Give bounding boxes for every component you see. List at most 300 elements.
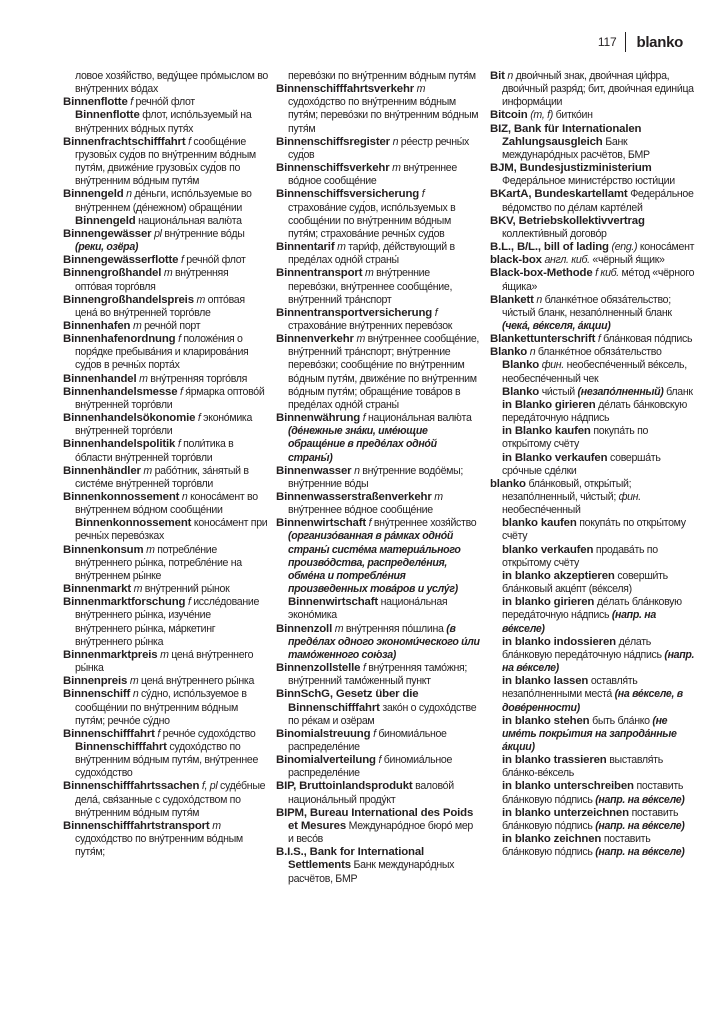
headword: Binnengewässer (63, 227, 152, 240)
translation: положе́ния о поря́дке пребыва́ния и кларирова́ния суд́ов в речны́х порта́х (75, 333, 249, 372)
headword: Binnenschifffahrtsverkehr (276, 83, 415, 96)
translation: Банк междунаро́дных расчётов, БМР (288, 859, 455, 885)
translation: цена́ вну́треннего ры́нка (75, 648, 254, 675)
grammar-label: m (364, 267, 374, 280)
headword: Binnenschifffahrtstransport (63, 819, 210, 832)
grammar-label: m (160, 648, 169, 661)
translation: бланке́тное обяза́тельство; чи́стый бланк, незапо́лненный бланк (502, 293, 672, 319)
translation: поставить бла́нковую по́дпись (502, 806, 679, 832)
translation: де́ньги, испо́льзуемые во вну́треннем (де́нежном) обраще́нии (75, 188, 252, 214)
grammar-label: pl (154, 227, 162, 240)
subentry (490, 636, 695, 675)
headword: Blanko (502, 359, 540, 372)
translation: вну́тренний ры́нок (144, 583, 230, 596)
headword: Binnenmarktpreis (63, 648, 158, 661)
dictionary-entry (276, 517, 481, 596)
headword: BKV, Betriebskollektivvertrag (490, 214, 645, 227)
headword: Binnenhafenordnung (63, 333, 176, 346)
translation: чи́стый (541, 385, 575, 398)
translation: коллекти́вный догово́р (502, 227, 607, 240)
dictionary-entry (490, 215, 695, 241)
translation: коноса́мент при речны́х перево́зках (75, 517, 268, 543)
grammar-label: n (529, 346, 536, 359)
grammar-label: f (180, 385, 183, 398)
subentry (63, 741, 268, 780)
headword: Binnengewässerflotte (63, 254, 179, 267)
headword: Blanko (490, 346, 528, 359)
definition-text: перево́зки по вну́тренним во́дным путя́м (288, 70, 476, 82)
dictionary-entry (276, 662, 481, 688)
subentry (490, 596, 695, 635)
page-number: 117 (597, 35, 617, 49)
grammar-label: (eng.) (611, 241, 638, 254)
subentry (490, 452, 695, 478)
grammar-label: m (196, 293, 206, 306)
translation: соверши́ть бла́нковый акце́пт (ве́кселя) (502, 569, 668, 596)
headword: Binomialstreuung (276, 727, 371, 740)
grammar-label: f (178, 333, 181, 346)
usage-note: (напр. на ве́кселе) (595, 793, 685, 806)
grammar-label: m (416, 83, 426, 96)
translation: рабо́тник, за́нятый в систе́ме вну́тренней торго́вли (75, 464, 249, 490)
column-3 (490, 70, 695, 859)
headword: BKartA, Bundeskartellamt (490, 188, 628, 201)
headword: Binnengroßhandelspreis (63, 293, 194, 306)
grammar-label: m (139, 372, 148, 385)
grammar-label: n (507, 70, 513, 82)
headword: Binnenkonnossement (75, 517, 192, 530)
headword: Binnengeld (75, 214, 136, 227)
grammar-label: m (163, 267, 173, 280)
headword: Binnenzoll (276, 622, 333, 635)
dictionary-entry (276, 465, 481, 491)
dictionary-entry (63, 675, 268, 688)
dictionary-entry (63, 438, 268, 464)
grammar-label: n (181, 491, 188, 503)
headword: in blanko unterzeichnen (502, 806, 629, 819)
dictionary-entry (63, 412, 268, 438)
grammar-label: m (392, 162, 401, 175)
headword: Binnentransportversicherung (276, 306, 433, 319)
dictionary-entry (490, 294, 695, 333)
usage-note: (организо́ванная в ра́мках одно́й страны́ систе́ма материа́льного произво́дства, распределе́ния, обме́на и потребле́ния произведенных това́ров и услу́г) (288, 530, 461, 596)
headword: in Blanko verkaufen (502, 451, 608, 464)
grammar-label: m (356, 333, 365, 346)
dictionary-entry (276, 333, 481, 412)
grammar-label: f (373, 727, 376, 740)
headword: black-box (490, 254, 542, 267)
translation: выставля́ть бла́нко-ве́ксель (502, 754, 663, 780)
headword: in Blanko girieren (502, 398, 596, 411)
headword: Binnenwirtschaft (288, 596, 378, 609)
dictionary-entry (63, 254, 268, 267)
headword: Blanko (502, 385, 540, 398)
dictionary-entry (63, 373, 268, 386)
headword: Binnenverkehr (276, 333, 354, 346)
grammar-label: f (181, 254, 184, 267)
grammar-label: n (126, 188, 132, 201)
grammar-label: m (133, 583, 143, 596)
usage-note: (напр. на ве́кселе) (502, 609, 656, 635)
dictionary-entry (490, 109, 695, 122)
subentry (490, 675, 695, 714)
dictionary-entry (490, 123, 695, 162)
headword: Binnenkonsum (63, 543, 144, 556)
headword: Binnenflotte (75, 109, 140, 122)
dictionary-entry (490, 162, 695, 188)
dictionary-entry (490, 70, 695, 109)
headword: Blankett (490, 293, 534, 306)
dictionary-entry (276, 754, 481, 780)
grammar-label: n (354, 464, 360, 477)
dictionary-entry (276, 807, 481, 846)
translation: битко́ин (555, 109, 593, 122)
grammar-label: m (129, 675, 139, 688)
translation: страхова́ние суд́ов, испо́льзуемых в сообще́нии по вну́тренним во́дным путя́м; страхова́ние речны́х суд́ов (288, 201, 456, 240)
translation: покупа́ть по откры́тому счёту (502, 517, 686, 543)
headword: Binnentransport (276, 267, 363, 280)
dictionary-entry (276, 728, 481, 754)
dictionary-entry (276, 83, 481, 136)
subentry (63, 109, 268, 135)
dictionary-entry (63, 780, 268, 819)
dictionary-entry (63, 728, 268, 741)
headword: Binnenschiffsversicherung (276, 188, 420, 201)
headword: blanko verkaufen (502, 543, 594, 556)
dictionary-entry (490, 346, 695, 359)
headword: Bitcoin (490, 109, 528, 122)
translation: Междунаро́дное бюро́ мер и весо́в (288, 819, 473, 846)
dictionary-entry (63, 96, 268, 109)
headword: Binnenschifffahrt (63, 727, 155, 740)
subentry (490, 517, 695, 543)
subentry (490, 386, 695, 399)
headword: Binnenschifffahrtssachen (63, 780, 200, 793)
translation: речно́й флот (186, 254, 246, 267)
headword: Bit (490, 70, 505, 82)
translation: страхова́ние вну́тренних перево́зок (288, 319, 453, 332)
dictionary-entry (276, 188, 481, 241)
usage-note: (напр. на ве́кселе) (502, 648, 695, 675)
translation: необеспе́ченный (502, 504, 581, 517)
headword: Binnenfrachtschifffahrt (63, 135, 186, 148)
headword: Binnenhandelsökonomie (63, 412, 196, 425)
translation: ре́естр речны́х суд́ов (288, 135, 469, 161)
headword: Binnenmarkt (63, 583, 131, 596)
column-1 (63, 70, 268, 859)
dictionary-entry (63, 228, 268, 254)
subentry (490, 807, 695, 833)
headword: in blanko akzeptieren (502, 569, 615, 582)
translation: коноса́мент во вну́треннем во́дном сообще́нии (75, 491, 258, 517)
usage-note: (реки, озёра) (75, 241, 139, 254)
page-header (598, 31, 683, 53)
translation: де́лать ба́нковскую переда́точную на́дпись (502, 398, 687, 425)
translation: судохо́дство по вну́тренним во́дным путя́м, вну́треннее судохо́дство (75, 740, 259, 780)
dictionary-entry (276, 846, 481, 885)
translation: быть бла́нко (592, 714, 650, 727)
dictionary-entry (276, 412, 481, 465)
translation: вну́тренние водо́ёмы; вну́тренние во́ды (288, 464, 464, 490)
grammar-label: фин. (618, 491, 641, 503)
dictionary-entry (63, 267, 268, 293)
translation: необеспе́ченный ве́ксель, необеспе́ченный чек (502, 359, 687, 385)
headword: in blanko unterschreiben (502, 780, 634, 793)
translation: речно́й флот (135, 96, 195, 109)
subentry (490, 544, 695, 570)
translation: флот, испо́льзуемый на вну́тренних во́дных путя́х (75, 109, 252, 135)
headword: B.I.S., Bank for International Settlements (276, 846, 425, 872)
dictionary-entry (276, 491, 481, 517)
headword: Binnenhandelspolitik (63, 438, 176, 451)
grammar-label: f (197, 412, 201, 425)
dictionary-entry (276, 780, 481, 806)
grammar-label: f (421, 188, 425, 201)
translation: тари́ф, де́йствующий в преде́лах одно́й страны́ (288, 241, 455, 267)
headword: Binnengeld (63, 188, 124, 201)
grammar-label: f, pl (201, 780, 218, 793)
dictionary-entry (63, 491, 268, 517)
grammar-label: фин. (541, 359, 564, 372)
entry-continuation (276, 70, 481, 83)
dictionary-entry (276, 267, 481, 306)
subentry (276, 596, 481, 622)
grammar-label: f (187, 596, 191, 609)
headword: BIP, Bruttoinlandsprodukt (276, 780, 413, 793)
grammar-label: f (434, 306, 438, 319)
headword: Black-box-Methode (490, 267, 593, 280)
grammar-label: n (132, 688, 139, 701)
grammar-label: m (434, 491, 443, 503)
headword: BinnSchG, Gesetz über die Binnenschifffahrt (276, 688, 419, 714)
headword: Binomialverteilung (276, 754, 376, 767)
translation: ме́тод «чёрного я́щика» (502, 267, 695, 293)
translation: речно́е судохо́дство (162, 727, 256, 740)
headword: in blanko stehen (502, 714, 590, 727)
usage-note: (напр. на ве́кселе) (595, 846, 685, 859)
translation: поставить бла́нковую по́дпись (502, 833, 651, 859)
grammar-label: n (536, 293, 542, 306)
translation: поставить бла́нковую по́дпись (502, 780, 684, 806)
translation: Банк междунаро́дных расчётов, БМР (502, 135, 650, 161)
dictionary-entry (276, 623, 481, 662)
translation: оставля́ть незапо́лненными места́ (502, 675, 638, 701)
translation: соверша́ть сро́чные сде́лки (502, 451, 661, 477)
translation: зако́н о судохо́дстве по ре́кам и озёрам (288, 701, 477, 727)
dictionary-entry (63, 188, 268, 214)
translation: биномиа́льное распределе́ние (288, 727, 447, 753)
translation: бланк (666, 385, 693, 398)
headword: Binnenhändler (63, 464, 141, 477)
grammar-label: m (212, 819, 221, 832)
dictionary-entry (63, 386, 268, 412)
usage-note: (на ве́кселе, в дове́ренности) (502, 688, 683, 714)
grammar-label: f (362, 412, 366, 425)
translation: национа́льная эконо́мика (288, 596, 448, 622)
headword: in blanko lassen (502, 675, 589, 688)
dictionary-entry (490, 267, 695, 293)
subentry (63, 215, 268, 228)
translation: «чёрный я́щик» (592, 254, 665, 267)
header-divider (625, 32, 626, 52)
dictionary-entry (276, 307, 481, 333)
translation: вну́тренняя тамо́жня; вну́тренний тамо́женный пункт (288, 662, 468, 688)
dictionary-entry (63, 320, 268, 333)
subentry (490, 399, 695, 425)
headword: in blanko trassieren (502, 754, 607, 767)
usage-note: (не име́ть покры́тия на запрода́нные а́кции) (502, 714, 677, 753)
subentry (490, 780, 695, 806)
translation: коноса́мент (639, 241, 695, 254)
translation: вну́тренние перево́зки, вну́треннее сообще́ние, вну́тренний тра́нспорт (288, 267, 453, 306)
translation: де́лать бла́нковую переда́точную на́дпись (502, 596, 682, 622)
headword: Binnenwasser (276, 464, 352, 477)
translation: цена́ вну́треннего ры́нка (140, 675, 255, 688)
subentry (490, 715, 695, 754)
headword: in blanko zeichnen (502, 833, 602, 846)
translation: сообще́ние грузовы́х суд́ов по вну́тренним во́дным путя́м, движе́ние грузовы́х суд́ов по вну́тренним во́дным путя́м (75, 135, 256, 188)
translation: вну́тренняя по́шлина (345, 622, 444, 635)
translation: покупа́ть по откры́тому счёту (502, 425, 649, 451)
translation: вну́треннее во́дное сообще́ние (288, 504, 433, 517)
grammar-label: f киб. (595, 267, 619, 280)
grammar-label: f (157, 727, 160, 740)
column-2 (276, 70, 481, 886)
grammar-label: f (597, 333, 601, 346)
headword: B.L., B/L., bill of lading (490, 241, 609, 254)
translation: национа́льная валю́та (367, 412, 472, 425)
entry-continuation (63, 70, 268, 96)
headword: Binnenschiffsverkehr (276, 162, 390, 175)
grammar-label: f (188, 135, 191, 148)
headword: Binnenwirtschaft (276, 517, 366, 530)
translation: бла́нковый, откры́тый; незапо́лненный, чи́стый; (502, 477, 632, 503)
headword: in blanko indossieren (502, 635, 616, 648)
subentry (63, 517, 268, 543)
subentry (490, 833, 695, 859)
dictionary-entry (63, 688, 268, 727)
usage-note: (в преде́лах одного экономи́ческого и́ли тамо́женного сою́за) (288, 622, 480, 661)
headword: Binnenhandelsmesse (63, 385, 178, 398)
grammar-label: англ. киб. (544, 254, 590, 267)
definition-text: ловое хозя́йство, веду́щее про́мыслом во вну́тренних во́дах (75, 70, 268, 96)
usage-note: (незапо́лненный) (577, 385, 664, 398)
headword: Binnenflotte (63, 96, 128, 109)
headword: Binnenmarktforschung (63, 596, 186, 609)
dictionary-entry (63, 136, 268, 189)
dictionary-entry (63, 583, 268, 596)
dictionary-entry (63, 465, 268, 491)
dictionary-entry (63, 544, 268, 583)
translation: национа́льная валю́та (138, 214, 242, 227)
translation: бланке́тное обяза́тельство (537, 346, 662, 359)
headword: in Blanko kaufen (502, 425, 591, 438)
headword: BJM, Bundesjustizministerium (490, 162, 652, 175)
subentry (490, 425, 695, 451)
dictionary-entry (63, 294, 268, 320)
dictionary-entry (490, 333, 695, 346)
headword: Binnenhandel (63, 372, 137, 385)
grammar-label: f (378, 754, 382, 767)
grammar-label: n (392, 135, 399, 148)
headword: Binnenkonnossement (63, 491, 180, 503)
translation: опто́вая цена́ во вну́тренней торго́вле (75, 293, 245, 319)
dictionary-entry (490, 478, 695, 517)
dictionary-entry (276, 162, 481, 188)
dictionary-entry (490, 241, 695, 254)
translation: вну́треннее хозя́йство (373, 517, 477, 530)
translation: де́лать бла́нковую переда́точную на́дпись (502, 635, 662, 661)
translation: суде́бные дела́, свя́занные с судохо́дством по вну́тренним во́дным путя́м (75, 780, 266, 819)
translation: валово́й национа́льный проду́кт (288, 780, 454, 806)
headword: Binnenzollstelle (276, 662, 361, 675)
grammar-label: f (362, 662, 366, 675)
headword: Binnentarif (276, 241, 335, 254)
dictionary-entry (63, 649, 268, 675)
translation: Федера́льное ве́домство по де́лам карте́лей (502, 188, 694, 214)
translation: двои́чный знак, двои́чная ци́фра, двои́чный разря́д; бит, двои́чная едини́ца информа́ции (502, 70, 694, 109)
headword: Blankettunterschrift (490, 333, 596, 346)
translation: я́рмарка оптово́й вну́тренней торго́вли (75, 385, 265, 411)
headword: Binnenhafen (63, 319, 131, 332)
headword: Binnengroßhandel (63, 267, 162, 280)
translation: эконо́мика вну́тренней торго́вли (75, 412, 253, 438)
dictionary-entry (490, 188, 695, 214)
dictionary-entry (63, 596, 268, 649)
grammar-label: f (177, 438, 181, 451)
translation: судохо́дство по вну́тренним во́дным путя́м; перево́зки по вну́тренним во́дным путя́м (288, 96, 479, 135)
headword: in blanko girieren (502, 596, 595, 609)
headword: blanko (490, 477, 526, 490)
translation: бла́нковая по́дпись (603, 333, 693, 346)
headword: BIZ, Bank für Internationalen Zahlungsausgleich (490, 122, 642, 148)
translation: поли́тика в о́бласти вну́тренней торго́вли (75, 438, 234, 464)
dictionary-entry (276, 241, 481, 267)
dictionary-entry (490, 254, 695, 267)
translation: судохо́дство по вну́тренним во́дным путя́м; (75, 833, 243, 859)
translation: вну́треннее сообще́ние, вну́тренний тра́нспорт; вну́тренние перево́зки; сообще́ние по вну́тренним во́дным путя́м, движе́ние по вну́тренним во́дным путя́м; обраще́ние това́ров в преде́лах одно́й страны́ (288, 333, 480, 411)
grammar-label: m (337, 241, 346, 254)
headword: Binnenschiffsregister (276, 135, 390, 148)
translation: речно́й порт (144, 319, 201, 332)
grammar-label: m (334, 622, 344, 635)
grammar-label: (m, f) (530, 109, 553, 122)
grammar-label: m (143, 464, 152, 477)
translation: биномиа́льное распределе́ние (288, 754, 453, 780)
headword: Binnenpreis (63, 675, 128, 688)
translation: вну́тренняя опто́вая торго́вля (75, 267, 229, 293)
headword: Binnenwährung (276, 412, 361, 425)
translation: потребле́ние вну́треннего ры́нка, потребле́ние на вну́треннем ры́нке (75, 543, 242, 582)
dictionary-entry (63, 820, 268, 859)
headword: BIPM, Bureau International des Poids et Mesures (276, 806, 474, 832)
headword: Binnenschiff (63, 688, 131, 701)
headword: Binnenwasserstraßenverkehr (276, 491, 432, 503)
usage-note: (де́нежные зна́ки, име́ющие обраще́ние в преде́лах одно́й страны́) (288, 425, 437, 464)
translation: Федера́льное министе́рство юсти́ции (502, 175, 675, 188)
subentry (490, 570, 695, 596)
subentry (490, 359, 695, 385)
dictionary-entry (276, 136, 481, 162)
headword: Binnenschifffahrt (75, 740, 167, 753)
translation: продава́ть по откры́тому счёту (502, 543, 658, 569)
grammar-label: f (130, 96, 133, 109)
translation: вну́треннее во́дное сообще́ние (288, 162, 457, 188)
subentry (490, 754, 695, 780)
grammar-label: f (368, 517, 372, 530)
translation: су́дно, испо́льзуемое в сообще́нии по вну́тренним во́дным путя́м; речно́е су́дно (75, 688, 247, 727)
running-headword: blanko (636, 33, 683, 51)
